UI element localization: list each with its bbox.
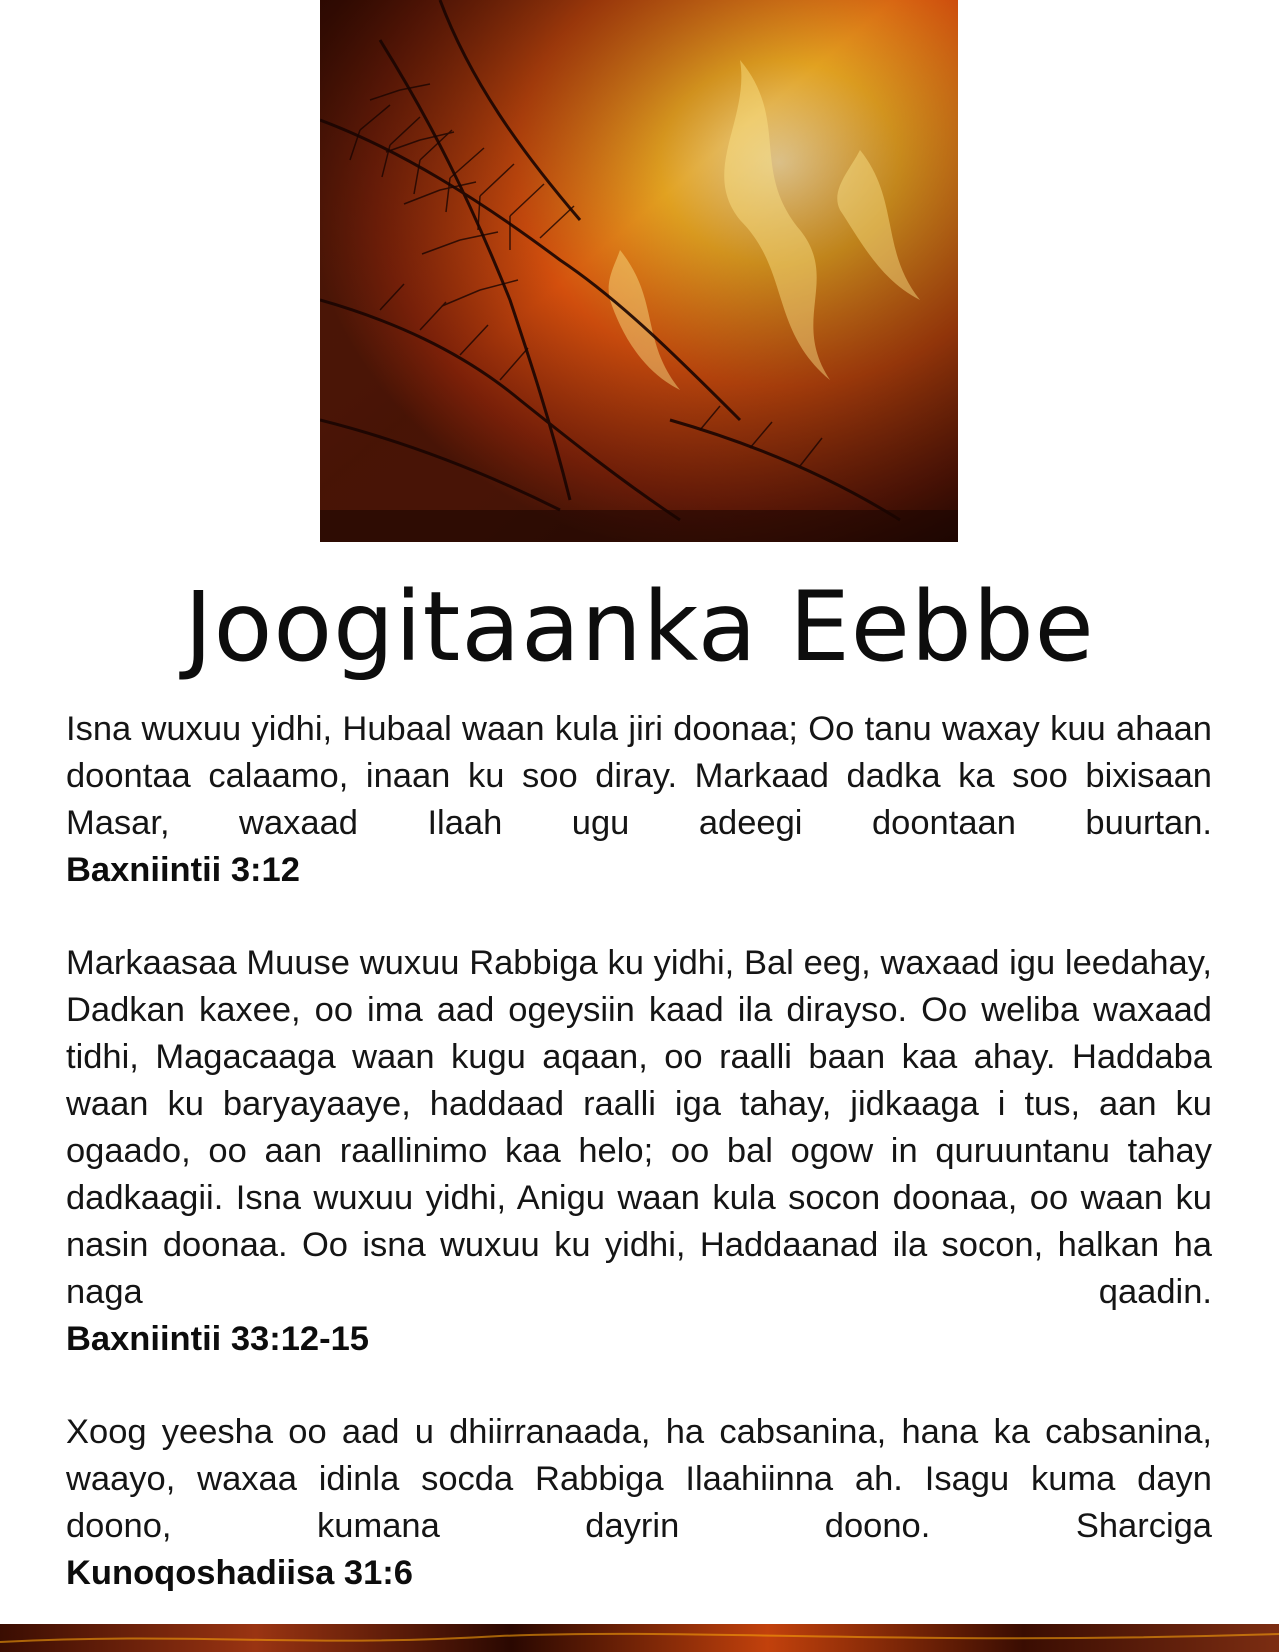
passage-2 [66, 940, 1212, 1363]
verse-reference: Kunoqoshadiisa 31:6 [66, 1554, 413, 1592]
page-title: Joogitaanka Eebbe [184, 571, 1095, 683]
passage-3 [66, 1409, 1212, 1597]
verse-text: Isna wuxuu yidhi, Hubaal waan kula jiri doonaa; Oo tanu waxay kuu ahaan doontaa calaamo, inaan ku soo diray. Markaad dadka ka soo bixisaan Masar, waxaad Ilaah ugu adeegi doontaan buurtan. [66, 710, 1212, 842]
verse-text: Xoog yeesha oo aad u dhiirranaada, ha cabsanina, hana ka cabsanina, waayo, waxaa idinla socda Rabbiga Ilaahiinna ah. Isagu kuma dayn doono, kumana dayrin doono. Sharciga [66, 1413, 1212, 1545]
passage-1 [66, 706, 1212, 894]
verse-text: Markaasaa Muuse wuxuu Rabbiga ku yidhi, Bal eeg, waxaad igu leedahay, Dadkan kaxee, oo ima aad ogeysiin kaad ila dirayso. Oo weliba waxaad tidhi, Magacaaga waan kugu aqaan, oo raalli baan kaa ahay. Haddaba waan ku baryayaaye, haddaad raalli iga tahay, jidkaaga i tus, aan ku ogaado, oo aan raallinimo kaa helo; oo bal ogow in quruuntanu tahay dadkaagii. Isna wuxuu yidhi, Anigu waan kula socon doonaa, oo waan ku nasin doonaa. Oo isna wuxuu ku yidhi, Haddaanad ila socon, halkan ha naga qaadin. [66, 944, 1212, 1311]
verse-reference: Baxniintii 3:12 [66, 851, 300, 889]
scripture-content [66, 706, 1212, 1643]
fire-banner [0, 1624, 1279, 1652]
fire-image [320, 0, 958, 542]
verse-reference: Baxniintii 33:12-15 [66, 1320, 369, 1358]
